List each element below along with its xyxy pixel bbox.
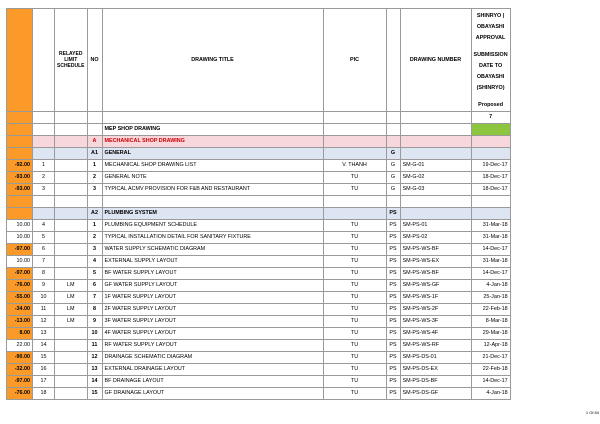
drawing-number-cell[interactable]: SM-G-01 xyxy=(400,160,471,172)
date-cell[interactable]: 19-Dec-17 xyxy=(471,160,510,172)
table-row xyxy=(7,256,511,268)
value-cell[interactable]: -76.00 xyxy=(7,388,33,400)
header-cell-value[interactable] xyxy=(7,9,33,112)
table-row xyxy=(7,304,511,316)
index-cell[interactable]: 1 xyxy=(33,160,55,172)
flag-cell[interactable] xyxy=(55,388,88,400)
cell[interactable] xyxy=(471,148,510,160)
no-cell[interactable]: 15 xyxy=(87,388,102,400)
table-row xyxy=(7,232,511,244)
table-row xyxy=(7,316,511,328)
pic-cell[interactable]: TU xyxy=(323,220,386,232)
drawing-number-cell[interactable]: SM-PS-WS-1F xyxy=(400,292,471,304)
no-cell[interactable]: 5 xyxy=(87,268,102,280)
drawing-number-cell[interactable]: SM-PS-DS-EX xyxy=(400,364,471,376)
no-cell[interactable]: 8 xyxy=(87,304,102,316)
no-cell[interactable]: 1 xyxy=(87,160,102,172)
no-cell[interactable]: 4 xyxy=(87,256,102,268)
header-relayed[interactable]: RELAYED LIMIT SCHEDULE xyxy=(55,9,88,112)
header-row xyxy=(7,9,511,112)
category-cell[interactable]: PS xyxy=(386,292,400,304)
flag-cell[interactable] xyxy=(55,256,88,268)
cell[interactable] xyxy=(7,196,33,208)
flag-cell[interactable]: LM xyxy=(55,316,88,328)
title-cell[interactable]: EXTERNAL SUPPLY LAYOUT xyxy=(102,256,323,268)
group-row-a1 xyxy=(7,148,511,160)
cell[interactable] xyxy=(323,112,386,124)
date-cell[interactable]: 18-Dec-17 xyxy=(471,184,510,196)
section-row-a xyxy=(7,136,511,148)
category-cell[interactable]: PS xyxy=(386,244,400,256)
title-cell[interactable]: MECHANICAL SHOP DRAWING LIST xyxy=(102,160,323,172)
value-cell[interactable]: -55.00 xyxy=(7,292,33,304)
table-row xyxy=(7,328,511,340)
cell[interactable] xyxy=(55,148,88,160)
date-cell[interactable]: 22-Feb-18 xyxy=(471,364,510,376)
no-cell[interactable]: 3 xyxy=(87,184,102,196)
header-cell-index[interactable] xyxy=(33,9,55,112)
cell[interactable] xyxy=(55,112,88,124)
cell[interactable] xyxy=(400,112,471,124)
table-row xyxy=(7,388,511,400)
cell[interactable] xyxy=(87,196,102,208)
category-cell[interactable]: PS xyxy=(386,376,400,388)
index-cell[interactable]: 18 xyxy=(33,388,55,400)
drawing-number-cell[interactable]: SM-PS-WS-RF xyxy=(400,340,471,352)
pic-cell[interactable]: TU xyxy=(323,304,386,316)
drawing-register-table xyxy=(6,8,511,400)
pic-cell[interactable]: TU xyxy=(323,172,386,184)
title-cell[interactable]: GF WATER SUPPLY LAYOUT xyxy=(102,280,323,292)
cell[interactable] xyxy=(386,136,400,148)
group-pic[interactable]: PS xyxy=(386,208,400,220)
pic-cell[interactable]: TU xyxy=(323,268,386,280)
no-cell[interactable]: 2 xyxy=(87,172,102,184)
date-cell[interactable]: 31-Mar-18 xyxy=(471,220,510,232)
value-cell[interactable]: -97.00 xyxy=(7,268,33,280)
cell[interactable] xyxy=(55,196,88,208)
index-cell[interactable]: 8 xyxy=(33,268,55,280)
drawing-number-cell[interactable]: SM-PS-DS-GF xyxy=(400,388,471,400)
group-pic[interactable]: G xyxy=(386,148,400,160)
cell[interactable] xyxy=(55,136,88,148)
title-cell[interactable]: BF WATER SUPPLY LAYOUT xyxy=(102,268,323,280)
drawing-number-cell[interactable]: SM-PS-DS-01 xyxy=(400,352,471,364)
cell[interactable] xyxy=(323,208,386,220)
table-row xyxy=(7,220,511,232)
value-cell[interactable]: 10.00 xyxy=(7,232,33,244)
cell[interactable] xyxy=(33,196,55,208)
drawing-number-cell[interactable]: SM-PS-DS-BF xyxy=(400,376,471,388)
category-cell[interactable]: PS xyxy=(386,316,400,328)
value-cell[interactable]: -92.00 xyxy=(7,160,33,172)
date-cell[interactable]: 18-Dec-17 xyxy=(471,172,510,184)
category-cell[interactable]: G xyxy=(386,172,400,184)
header-approval[interactable] xyxy=(471,9,510,112)
value-cell[interactable]: 10.00 xyxy=(7,220,33,232)
category-cell[interactable]: G xyxy=(386,160,400,172)
submission-label: SUBMISSION DATE TO OBAYASHI (SHINRYO) xyxy=(473,52,508,91)
revision-row xyxy=(7,112,511,124)
pic-cell[interactable]: TU xyxy=(323,340,386,352)
cell[interactable] xyxy=(386,196,400,208)
date-cell[interactable]: 8-Mar-18 xyxy=(471,316,510,328)
cell[interactable] xyxy=(400,124,471,136)
table-row xyxy=(7,184,511,196)
value-cell[interactable]: -93.00 xyxy=(7,184,33,196)
index-cell[interactable]: 15 xyxy=(33,352,55,364)
no-cell[interactable]: 7 xyxy=(87,292,102,304)
cell[interactable] xyxy=(323,124,386,136)
mep-title[interactable]: MEP SHOP DRAWING xyxy=(102,124,323,136)
flag-cell[interactable]: LM xyxy=(55,292,88,304)
cell[interactable] xyxy=(33,112,55,124)
flag-cell[interactable]: LM xyxy=(55,280,88,292)
no-cell[interactable]: 6 xyxy=(87,280,102,292)
group-name[interactable]: PLUMBING SYSTEM xyxy=(102,208,323,220)
header-pic[interactable]: PIC xyxy=(323,9,386,112)
flag-cell[interactable] xyxy=(55,352,88,364)
no-cell[interactable]: 11 xyxy=(87,340,102,352)
value-cell[interactable]: -76.00 xyxy=(7,280,33,292)
category-cell[interactable]: PS xyxy=(386,232,400,244)
section-code[interactable]: A xyxy=(87,136,102,148)
flag-cell[interactable] xyxy=(55,340,88,352)
value-cell[interactable]: -13.00 xyxy=(7,316,33,328)
flag-cell[interactable] xyxy=(55,220,88,232)
title-cell[interactable]: 2F WATER SUPPLY LAYOUT xyxy=(102,304,323,316)
value-cell[interactable]: 22.00 xyxy=(7,340,33,352)
cell[interactable] xyxy=(7,148,33,160)
flag-cell[interactable] xyxy=(55,244,88,256)
flag-cell[interactable] xyxy=(55,172,88,184)
cell[interactable] xyxy=(33,136,55,148)
flag-cell[interactable] xyxy=(55,160,88,172)
cell[interactable] xyxy=(400,196,471,208)
cell[interactable] xyxy=(471,208,510,220)
drawing-number-cell[interactable]: SM-PS-WS-GF xyxy=(400,280,471,292)
drawing-number-cell[interactable]: SM-PS-WS-BF xyxy=(400,244,471,256)
title-cell[interactable]: TYPICAL INSTALLATION DETAIL FOR SANITARY FIXTURE xyxy=(102,232,323,244)
drawing-number-cell[interactable]: SM-PS-WS-EX xyxy=(400,256,471,268)
date-cell[interactable]: 14-Dec-17 xyxy=(471,268,510,280)
cell[interactable] xyxy=(87,124,102,136)
no-cell[interactable]: 9 xyxy=(87,316,102,328)
table-row xyxy=(7,244,511,256)
header-drawing-title[interactable]: DRAWING TITLE xyxy=(102,9,323,112)
status-cell-green[interactable] xyxy=(471,124,510,136)
date-cell[interactable]: 4-Jan-18 xyxy=(471,388,510,400)
drawing-number-cell[interactable]: SM-G-03 xyxy=(400,184,471,196)
drawing-number-cell[interactable]: SM-G-02 xyxy=(400,172,471,184)
index-cell[interactable]: 3 xyxy=(33,184,55,196)
cell[interactable] xyxy=(386,124,400,136)
proposed-label: Proposed xyxy=(478,102,504,108)
page-footer: 1 Of 84 xyxy=(585,410,599,415)
index-cell[interactable]: 7 xyxy=(33,256,55,268)
index-cell[interactable]: 5 xyxy=(33,232,55,244)
cell[interactable] xyxy=(323,196,386,208)
pic-cell[interactable]: TU xyxy=(323,184,386,196)
category-cell[interactable]: PS xyxy=(386,328,400,340)
date-cell[interactable]: 29-Mar-18 xyxy=(471,328,510,340)
drawing-number-cell[interactable]: SM-PS-WS-3F xyxy=(400,316,471,328)
flag-cell[interactable] xyxy=(55,364,88,376)
cell[interactable] xyxy=(323,148,386,160)
pic-cell[interactable]: TU xyxy=(323,232,386,244)
value-cell[interactable]: -90.00 xyxy=(7,352,33,364)
value-cell[interactable]: -93.00 xyxy=(7,172,33,184)
no-cell[interactable]: 12 xyxy=(87,352,102,364)
pic-cell[interactable]: TU xyxy=(323,328,386,340)
cell[interactable] xyxy=(7,136,33,148)
flag-cell[interactable] xyxy=(55,376,88,388)
value-cell[interactable]: -97.00 xyxy=(7,376,33,388)
index-cell[interactable]: 17 xyxy=(33,376,55,388)
group-code[interactable]: A2 xyxy=(87,208,102,220)
group-code[interactable]: A1 xyxy=(87,148,102,160)
date-cell[interactable]: 25-Jan-18 xyxy=(471,292,510,304)
title-cell[interactable]: EXTERNAL DRAINAGE LAYOUT xyxy=(102,364,323,376)
drawing-number-cell[interactable]: SM-PS-02 xyxy=(400,232,471,244)
table-row xyxy=(7,172,511,184)
section-name[interactable]: MECHANICAL SHOP DRAWING xyxy=(102,136,323,148)
title-cell[interactable]: DRAINAGE SCHEMATIC DIAGRAM xyxy=(102,352,323,364)
cell[interactable] xyxy=(87,112,102,124)
pic-cell[interactable]: TU xyxy=(323,364,386,376)
category-cell[interactable]: PS xyxy=(386,220,400,232)
cell[interactable] xyxy=(33,124,55,136)
group-name[interactable]: GENERAL xyxy=(102,148,323,160)
cell[interactable] xyxy=(7,124,33,136)
cell[interactable] xyxy=(7,112,33,124)
category-cell[interactable]: G xyxy=(386,184,400,196)
no-cell[interactable]: 2 xyxy=(87,232,102,244)
no-cell[interactable]: 14 xyxy=(87,376,102,388)
cell[interactable] xyxy=(102,196,323,208)
flag-cell[interactable] xyxy=(55,232,88,244)
index-cell[interactable]: 4 xyxy=(33,220,55,232)
pic-cell[interactable]: TU xyxy=(323,280,386,292)
title-cell[interactable]: BF DRAINAGE LAYOUT xyxy=(102,376,323,388)
pic-cell[interactable]: TU xyxy=(323,292,386,304)
group-row-a2 xyxy=(7,208,511,220)
title-cell[interactable]: GF DRAINAGE LAYOUT xyxy=(102,388,323,400)
index-cell[interactable]: 14 xyxy=(33,340,55,352)
revision-no[interactable]: 7 xyxy=(471,112,510,124)
approval-title: SHINRYO | OBAYASHI APPROVAL xyxy=(475,13,506,41)
index-cell[interactable]: 2 xyxy=(33,172,55,184)
header-cell-cat[interactable] xyxy=(386,9,400,112)
index-cell[interactable]: 13 xyxy=(33,328,55,340)
table-row xyxy=(7,280,511,292)
index-cell[interactable]: 9 xyxy=(33,280,55,292)
date-cell[interactable]: 21-Dec-17 xyxy=(471,352,510,364)
category-cell[interactable]: PS xyxy=(386,268,400,280)
pic-cell[interactable]: TU xyxy=(323,244,386,256)
index-cell[interactable]: 10 xyxy=(33,292,55,304)
table-row xyxy=(7,292,511,304)
date-cell[interactable]: 31-Mar-18 xyxy=(471,256,510,268)
index-cell[interactable]: 11 xyxy=(33,304,55,316)
category-cell[interactable]: PS xyxy=(386,352,400,364)
cell[interactable] xyxy=(400,208,471,220)
cell[interactable] xyxy=(7,208,33,220)
date-cell[interactable]: 31-Mar-18 xyxy=(471,232,510,244)
cell[interactable] xyxy=(400,136,471,148)
cell[interactable] xyxy=(400,148,471,160)
index-cell[interactable]: 6 xyxy=(33,244,55,256)
date-cell[interactable]: 14-Dec-17 xyxy=(471,376,510,388)
header-no[interactable]: NO xyxy=(87,9,102,112)
category-cell[interactable]: PS xyxy=(386,340,400,352)
title-cell[interactable]: GENERAL NOTE xyxy=(102,172,323,184)
category-cell[interactable]: PS xyxy=(386,364,400,376)
index-cell[interactable]: 16 xyxy=(33,364,55,376)
pic-cell[interactable]: V. THANH xyxy=(323,160,386,172)
value-cell[interactable]: 10.00 xyxy=(7,256,33,268)
value-cell[interactable]: -97.00 xyxy=(7,244,33,256)
flag-cell[interactable] xyxy=(55,268,88,280)
drawing-number-cell[interactable]: SM-PS-01 xyxy=(400,220,471,232)
cell[interactable] xyxy=(323,136,386,148)
title-cell[interactable]: 3F WATER SUPPLY LAYOUT xyxy=(102,316,323,328)
pic-cell[interactable]: TU xyxy=(323,352,386,364)
category-cell[interactable]: PS xyxy=(386,304,400,316)
table-row xyxy=(7,340,511,352)
title-cell[interactable]: RF WATER SUPPLY LAYOUT xyxy=(102,340,323,352)
category-cell[interactable]: PS xyxy=(386,280,400,292)
title-cell[interactable]: TYPICAL ACMV PROVISION FOR F&B AND RESTAURANT xyxy=(102,184,323,196)
title-cell[interactable]: 1F WATER SUPPLY LAYOUT xyxy=(102,292,323,304)
flag-cell[interactable]: LM xyxy=(55,304,88,316)
cell[interactable] xyxy=(471,136,510,148)
table-row xyxy=(7,160,511,172)
date-cell[interactable]: 4-Jan-18 xyxy=(471,280,510,292)
value-cell[interactable]: 8.00 xyxy=(7,328,33,340)
cell[interactable] xyxy=(55,124,88,136)
spacer-row xyxy=(7,196,511,208)
no-cell[interactable]: 13 xyxy=(87,364,102,376)
title-cell[interactable]: WATER SUPPLY SCHEMATIC DIAGRAM xyxy=(102,244,323,256)
index-cell[interactable]: 12 xyxy=(33,316,55,328)
pic-cell[interactable]: TU xyxy=(323,256,386,268)
flag-cell[interactable] xyxy=(55,328,88,340)
pic-cell[interactable]: TU xyxy=(323,376,386,388)
header-drawing-number[interactable]: DRAWING NUMBER xyxy=(400,9,471,112)
table-row xyxy=(7,364,511,376)
value-cell[interactable]: -34.00 xyxy=(7,304,33,316)
category-cell[interactable]: PS xyxy=(386,388,400,400)
date-cell[interactable]: 14-Dec-17 xyxy=(471,244,510,256)
table-row xyxy=(7,352,511,364)
cell[interactable] xyxy=(33,148,55,160)
cell[interactable] xyxy=(55,208,88,220)
table-row xyxy=(7,376,511,388)
drawing-number-cell[interactable]: SM-PS-WS-2F xyxy=(400,304,471,316)
flag-cell[interactable] xyxy=(55,184,88,196)
date-cell[interactable]: 22-Feb-18 xyxy=(471,304,510,316)
mep-title-row xyxy=(7,124,511,136)
date-cell[interactable]: 12-Apr-18 xyxy=(471,340,510,352)
cell[interactable] xyxy=(102,112,323,124)
no-cell[interactable]: 10 xyxy=(87,328,102,340)
table-row xyxy=(7,268,511,280)
value-cell[interactable]: -32.00 xyxy=(7,364,33,376)
drawing-number-cell[interactable]: SM-PS-WS-BF xyxy=(400,268,471,280)
pic-cell[interactable]: TU xyxy=(323,388,386,400)
category-cell[interactable]: PS xyxy=(386,256,400,268)
title-cell[interactable]: 4F WATER SUPPLY LAYOUT xyxy=(102,328,323,340)
cell[interactable] xyxy=(386,112,400,124)
title-cell[interactable]: PLUMBING EQUIPMENT SCHEDULE xyxy=(102,220,323,232)
no-cell[interactable]: 1 xyxy=(87,220,102,232)
no-cell[interactable]: 3 xyxy=(87,244,102,256)
pic-cell[interactable]: TU xyxy=(323,316,386,328)
cell[interactable] xyxy=(471,196,510,208)
drawing-number-cell[interactable]: SM-PS-WS-4F xyxy=(400,328,471,340)
cell[interactable] xyxy=(33,208,55,220)
